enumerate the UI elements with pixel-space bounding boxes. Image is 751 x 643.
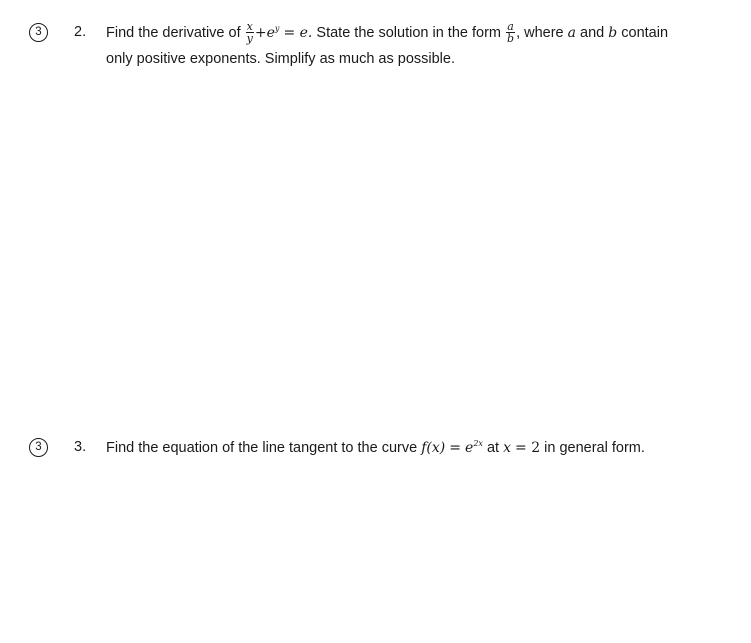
text-segment: in general form.: [540, 440, 645, 456]
question-text: [106, 20, 716, 72]
fraction-denominator: b: [507, 31, 515, 45]
text-segment: at: [482, 440, 504, 456]
text-segment: contain: [617, 25, 669, 41]
x-value: = 2: [515, 440, 541, 456]
equation-rhs: = e.: [283, 25, 313, 41]
variable-x: x: [503, 440, 511, 456]
text-line-2: only positive exponents. Simplify as much as possible.: [106, 51, 455, 67]
text-segment: Find the derivative of: [106, 25, 245, 41]
exponent: y: [274, 24, 280, 33]
fraction-numerator: a: [507, 19, 514, 33]
marks-badge: 3: [29, 438, 48, 457]
fraction-denominator: y: [246, 31, 253, 45]
exponential-base: e: [266, 25, 275, 41]
text-segment: State the solution in the form: [312, 25, 506, 41]
variable-b: b: [608, 25, 618, 41]
text-segment: , where: [516, 25, 568, 41]
plus-operator: +: [254, 25, 267, 41]
function-notation: f(x): [421, 440, 446, 456]
exponent: 2x: [473, 439, 483, 448]
fraction-numerator: x: [246, 19, 253, 33]
text-segment: and: [576, 25, 609, 41]
fraction-x-over-y: [246, 21, 254, 44]
question-text: [106, 435, 716, 461]
marks-badge: 3: [29, 23, 48, 42]
equals-sign: =: [449, 440, 461, 456]
fraction-a-over-b: [506, 21, 515, 44]
exponential-base: e: [465, 440, 474, 456]
question-number: 3.: [74, 439, 87, 455]
text-segment: Find the equation of the line tangent to the curve: [106, 440, 422, 456]
variable-a: a: [567, 25, 577, 41]
question-number: 2.: [74, 24, 87, 40]
